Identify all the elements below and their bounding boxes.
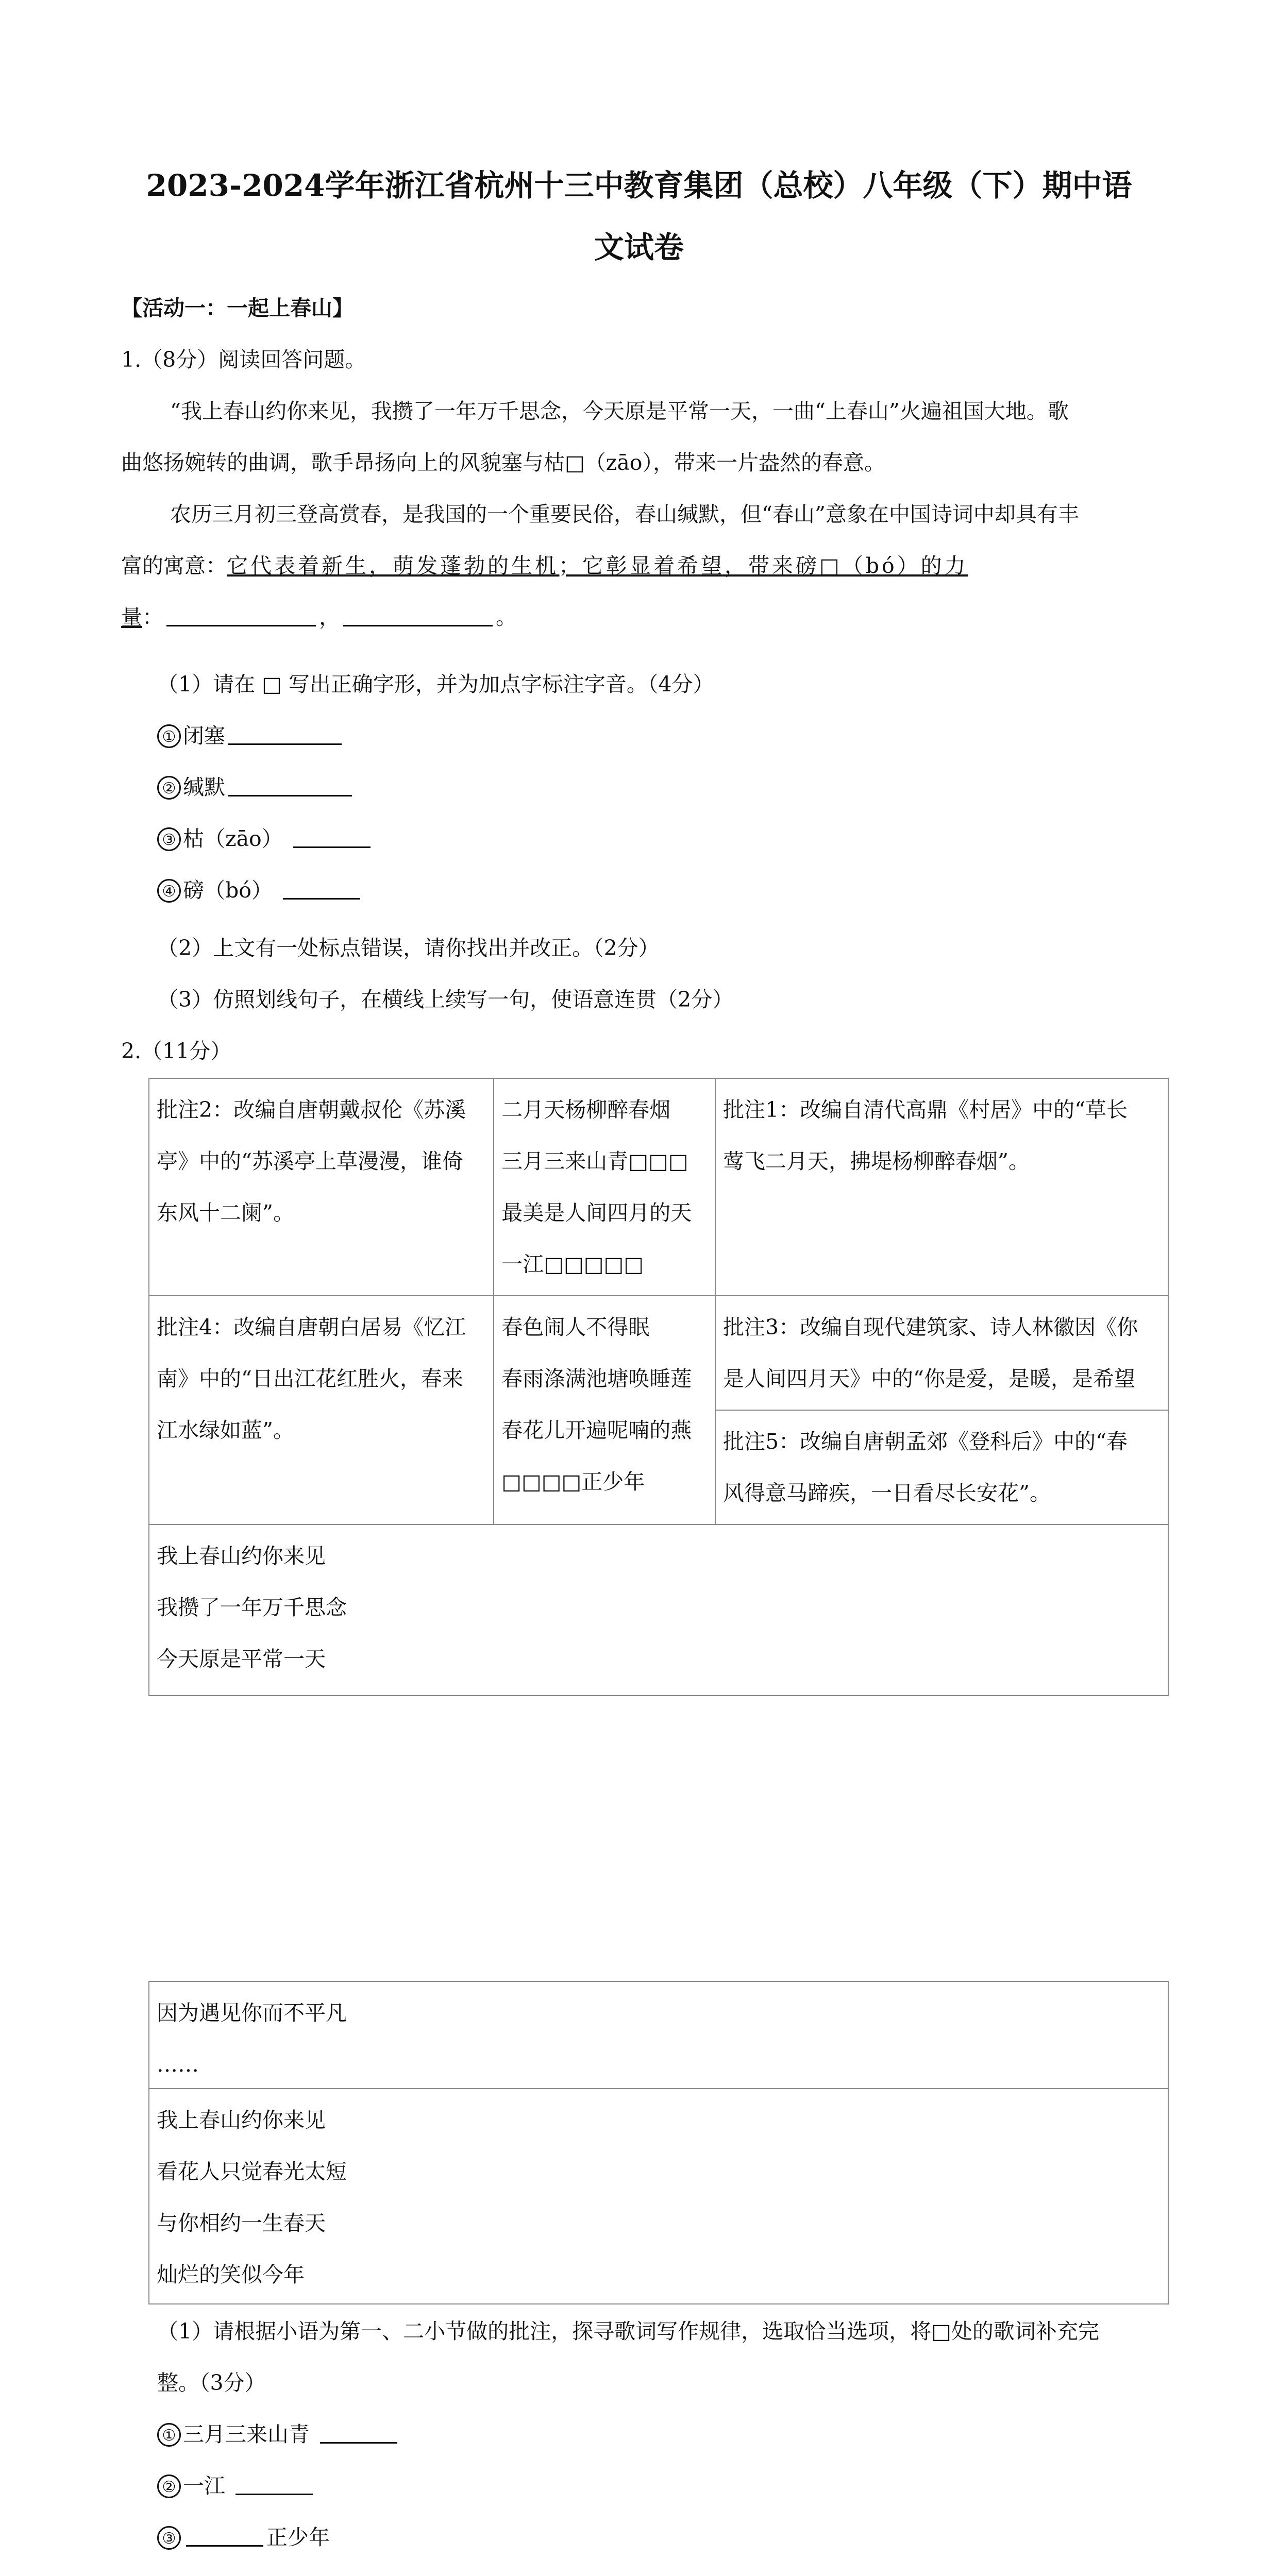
lyric-line: 春花儿开遍呢喃的燕 — [501, 1418, 692, 1443]
annotation-1-line: 莺飞二月天，拂堤杨柳醉春烟”。 — [722, 1149, 1030, 1174]
lyric-line: 二月天杨柳醉春烟 — [501, 1097, 671, 1122]
q2-fill-3-text: 正少年 — [266, 2525, 330, 2550]
q1-answer-blank-1[interactable] — [166, 598, 316, 626]
q2-fill-1-blank[interactable] — [320, 2415, 397, 2444]
q1-item-2 — [157, 761, 1157, 813]
exam-title-line1: 2023-2024学年浙江省杭州十三中教育集团（总校）八年级（下）期中语 — [146, 168, 1132, 203]
circled-number: ① — [157, 2423, 181, 2447]
q1-para2-prefix: 富的寓意： — [121, 553, 227, 578]
annotation-1-line: 批注1：改编自清代高鼎《村居》中的“草长 — [722, 1097, 1128, 1122]
lyrics-box-continued — [148, 1981, 1169, 2089]
lyric-line: 一江□□□□□ — [501, 1252, 644, 1277]
q1-item-2-blank[interactable] — [228, 768, 352, 796]
q1-period: 。 — [496, 605, 517, 630]
q2-header: 2.（11分） — [121, 1039, 232, 1063]
q1-sub1: （1）请在 □ 写出正确字形，并为加点字标注字音。（4分） — [157, 672, 714, 697]
annotation-3-line: 是人间四月天》中的“你是爱，是暖，是希望 — [722, 1366, 1135, 1391]
q1-comma: ， — [319, 605, 340, 630]
lyric-line: 因为遇见你而不平凡 — [157, 2001, 347, 2025]
lyrics-verse-1-cell — [494, 1078, 715, 1296]
circled-number: ① — [157, 724, 181, 748]
activity-heading: 【活动一：一起上春山】 — [121, 296, 354, 320]
q1-item-2-text: 缄默 — [183, 775, 225, 800]
annotation-5-line: 风得意马蹄疾，一日看尽长安花”。 — [722, 1481, 1051, 1505]
annotation-4-line: 批注4：改编自唐朝白居易《忆江 — [157, 1315, 466, 1340]
circled-number: ③ — [157, 2526, 181, 2550]
annotation-5 — [716, 1411, 1168, 1524]
q1-sub3: （3）仿照划线句子，在横线上续写一句，使语意连贯（2分） — [157, 987, 734, 1012]
lyric-line: 今天原是平常一天 — [157, 1647, 326, 1671]
lyrics-verse-3-cell — [149, 1524, 1168, 1696]
q1-item-3-blank[interactable] — [293, 820, 371, 848]
annotation-3-5-cell — [715, 1296, 1168, 1524]
circled-number: ④ — [157, 879, 181, 903]
circled-number: ② — [157, 2475, 181, 2498]
lyric-line: □□□□正少年 — [501, 1469, 645, 1494]
q1-item-3-text: 枯（zāo） — [183, 826, 283, 851]
q1-para1-line2: 曲悠扬婉转的曲调，歌手昂扬向上的风貌塞与枯□（zāo），带来一片盎然的春意。 — [121, 450, 885, 475]
annotation-2-cell — [149, 1078, 494, 1296]
option-a — [157, 2563, 1157, 2576]
q1-para2-line2 — [121, 540, 1157, 591]
exam-title-line2: 文试卷 — [594, 230, 684, 265]
lyric-line: 最美是人间四月的天 — [501, 1200, 692, 1225]
lyric-line: 灿烂的笑似今年 — [157, 2262, 305, 2287]
annotation-2-line: 批注2：改编自唐朝戴叔伦《苏溪 — [157, 1097, 466, 1122]
q1-item-1-text: 闭塞 — [183, 723, 225, 748]
lyrics-box-verse-4 — [148, 2088, 1169, 2304]
q1-para2-line1: 农历三月初三登高赏春，是我国的一个重要民俗，春山缄默，但“春山”意象在中国诗词中却具有丰 — [170, 502, 1079, 527]
q1-item-1 — [157, 710, 1157, 761]
q1-underlined-sentence: 它代表着新生，萌发蓬勃的生机；它彰显着希望，带来磅□（bó）的力 — [227, 553, 968, 578]
lyrics-verse-2-cell — [494, 1296, 715, 1524]
q2-fill-3 — [157, 2512, 1157, 2563]
lyric-line: 春雨涤满池塘唤睡莲 — [501, 1366, 692, 1391]
q1-item-1-blank[interactable] — [228, 717, 342, 745]
q1-sub2: （2）上文有一处标点错误，请你找出并改正。（2分） — [157, 936, 660, 960]
lyric-line: 看花人只觉春光太短 — [157, 2159, 347, 2184]
lyric-line: 我上春山约你来见 — [157, 2108, 326, 2132]
circled-number: ② — [157, 776, 181, 800]
lyric-line: 我上春山约你来见 — [157, 1544, 326, 1568]
annotation-3 — [716, 1296, 1168, 1411]
lyrics-annotation-table — [148, 1078, 1169, 1696]
q1-underlined-end: 量 — [121, 605, 142, 630]
q1-para1-line1: “我上春山约你来见，我攒了一年万千思念，今天原是平常一天，一曲“上春山”火遍祖国大地。歌 — [170, 399, 1069, 423]
q2-fill-1-text: 三月三来山青 — [183, 2422, 310, 2447]
q1-item-4-text: 磅（bó） — [183, 878, 273, 903]
q2-fill-2-text: 一江 — [183, 2473, 225, 2498]
lyric-line: 春色闹人不得眠 — [501, 1315, 650, 1340]
annotation-2-line: 亭》中的“苏溪亭上草漫漫，谁倚 — [157, 1149, 463, 1174]
q2-fill-1 — [157, 2409, 1157, 2460]
q2-sub1-line1: （1）请根据小语为第一、二小节做的批注，探寻歌词写作规律，选取恰当选项，将□处的歌词补充完 — [157, 2319, 1099, 2344]
lyric-line: 我攒了一年万千思念 — [157, 1595, 347, 1620]
annotation-3-line: 批注3：改编自现代建筑家、诗人林徽因《你 — [722, 1315, 1138, 1340]
annotation-4-cell — [149, 1296, 494, 1524]
annotation-4-line: 南》中的“日出江花红胜火，春来 — [157, 1366, 463, 1391]
q1-item-4 — [157, 865, 1157, 916]
q2-fill-2-blank[interactable] — [236, 2467, 313, 2495]
lyric-ellipsis: …… — [157, 2052, 199, 2077]
annotation-1-cell — [715, 1078, 1168, 1296]
annotation-5-line: 批注5：改编自唐朝孟郊《登科后》中的“春 — [722, 1429, 1128, 1454]
exam-title — [129, 155, 1149, 278]
q1-item-3 — [157, 813, 1157, 865]
annotation-4-line: 江水绿如蓝”。 — [157, 1418, 294, 1443]
q2-sub1-line2: 整。（3分） — [157, 2370, 266, 2395]
q1-header: 1.（8分）阅读回答问题。 — [121, 347, 366, 372]
q1-colon: ： — [142, 605, 163, 630]
circled-number: ③ — [157, 827, 181, 851]
lyric-line: 与你相约一生春天 — [157, 2211, 326, 2235]
q1-item-4-blank[interactable] — [283, 871, 360, 900]
lyric-line: 三月三来山青□□□ — [501, 1149, 688, 1174]
annotation-2-line: 东风十二阑”。 — [157, 1200, 294, 1225]
q1-para2-line3 — [121, 591, 1157, 643]
q1-answer-blank-2[interactable] — [343, 598, 493, 626]
q2-fill-2 — [157, 2460, 1157, 2512]
q2-fill-3-blank[interactable] — [186, 2518, 263, 2547]
